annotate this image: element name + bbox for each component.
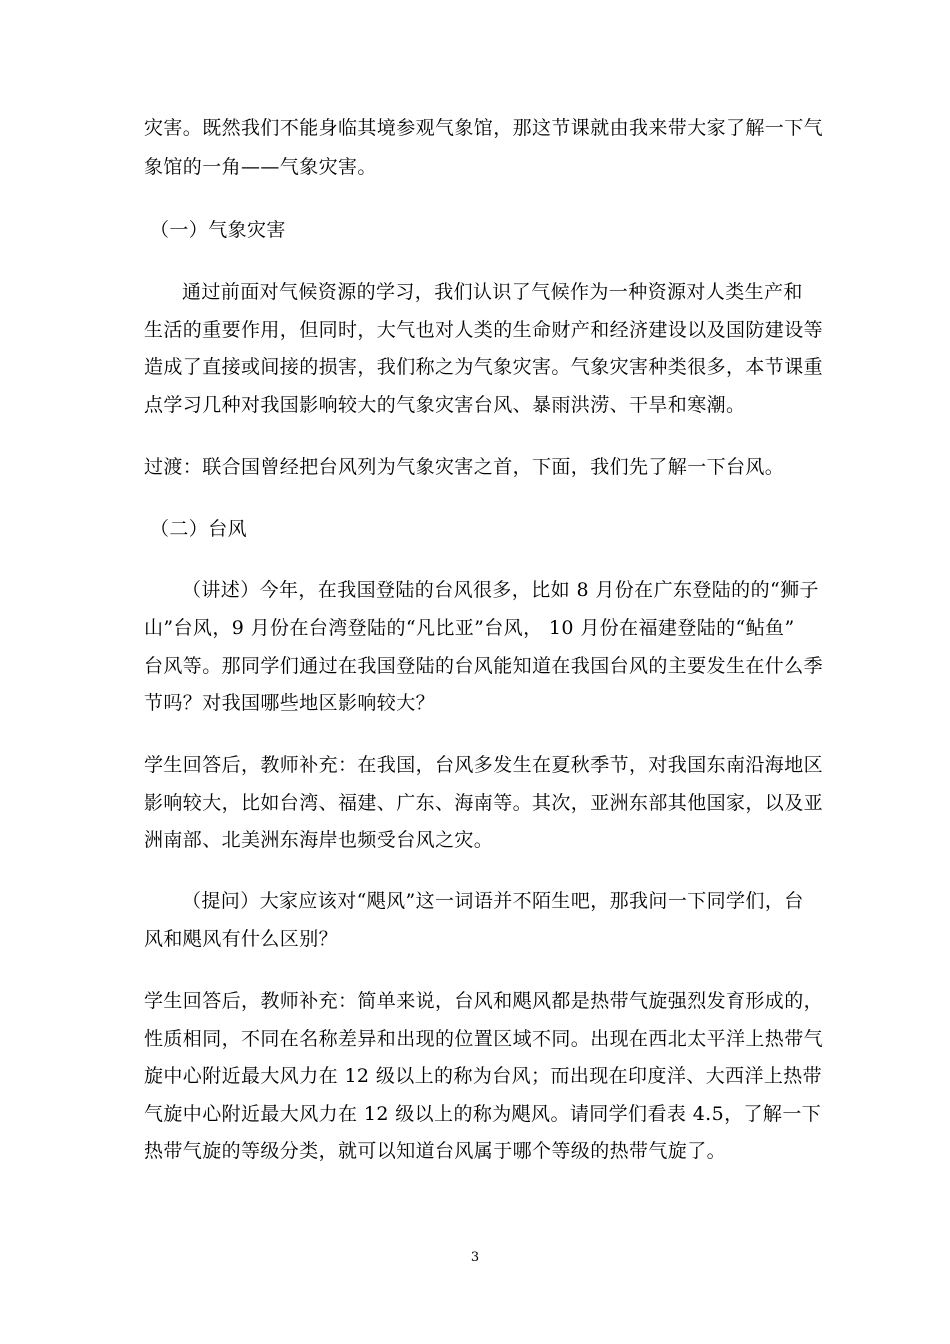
- paragraph-3-line-4: 点学习几种对我国影响较大的气象灾害台风、暴雨洪涝、干旱和寒潮。: [144, 394, 746, 416]
- paragraph-6-line-4: 节吗？对我国哪些地区影响较大？: [144, 692, 436, 714]
- paragraph-6-line-1: （讲述）今年，在我国登陆的台风很多，比如 8 月份在广东登陆的的“狮子: [182, 579, 819, 601]
- paragraph-9-line-5: 热带气旋的等级分类，就可以知道台风属于哪个等级的热带气旋了。: [144, 1140, 727, 1162]
- paragraph-3-line-3: 造成了直接或间接的损害，我们称之为气象灾害。气象灾害种类很多，本节课重: [144, 356, 824, 378]
- paragraph-9-line-1: 学生回答后，教师补充：简单来说，台风和飓风都是热带气旋强烈发育形成的，: [144, 990, 824, 1012]
- paragraph-7-line-2: 影响较大，比如台湾、福建、广东、海南等。其次，亚洲东部其他国家，以及亚: [144, 792, 824, 814]
- paragraph-7-line-3: 洲南部、北美洲东海岸也频受台风之灾。: [144, 829, 494, 851]
- paragraph-8-line-1: （提问）大家应该对“飓风”这一词语并不陌生吧，那我问一下同学们，台: [182, 890, 804, 912]
- paragraph-1-line-1: 灾害。既然我们不能身临其境参观气象馆，那这节课就由我来带大家了解一下气: [144, 117, 824, 139]
- paragraph-7-line-1: 学生回答后，教师补充：在我国，台风多发生在夏秋季节，对我国东南沿海地区: [144, 754, 824, 776]
- section-heading-meteorological-disasters: （一）气象灾害: [150, 219, 286, 241]
- paragraph-6-line-3: 台风等。那同学们通过在我国登陆的台风能知道在我国台风的主要发生在什么季: [144, 655, 824, 677]
- transition-line: 过渡：联合国曾经把台风列为气象灾害之首，下面，我们先了解一下台风。: [144, 456, 785, 478]
- paragraph-3-line-2: 生活的重要作用，但同时，大气也对人类的生命财产和经济建设以及国防建设等: [144, 319, 824, 341]
- paragraph-8-line-2: 风和飓风有什么区别？: [144, 928, 339, 950]
- section-heading-typhoon: （二）台风: [150, 518, 248, 540]
- paragraph-3-line-1: 通过前面对气候资源的学习，我们认识了气候作为一种资源对人类生产和: [182, 281, 803, 303]
- paragraph-9-line-2: 性质相同，不同在名称差异和出现的位置区域不同。出现在西北太平洋上热带气: [144, 1028, 824, 1050]
- paragraph-9-line-4: 气旋中心附近最大风力在 12 级以上的称为飓风。请同学们看表 4.5，了解一下: [144, 1103, 822, 1125]
- paragraph-1-line-2: 象馆的一角——气象灾害。: [144, 156, 377, 178]
- paragraph-6-line-2: 山”台风，9 月份在台湾登陆的“凡比亚”台风， 10 月份在福建登陆的“鲇鱼”: [144, 617, 795, 639]
- page-number: 3: [470, 1250, 480, 1265]
- paragraph-9-line-3: 旋中心附近最大风力在 12 级以上的称为台风；而出现在印度洋、大西洋上热带: [144, 1065, 823, 1087]
